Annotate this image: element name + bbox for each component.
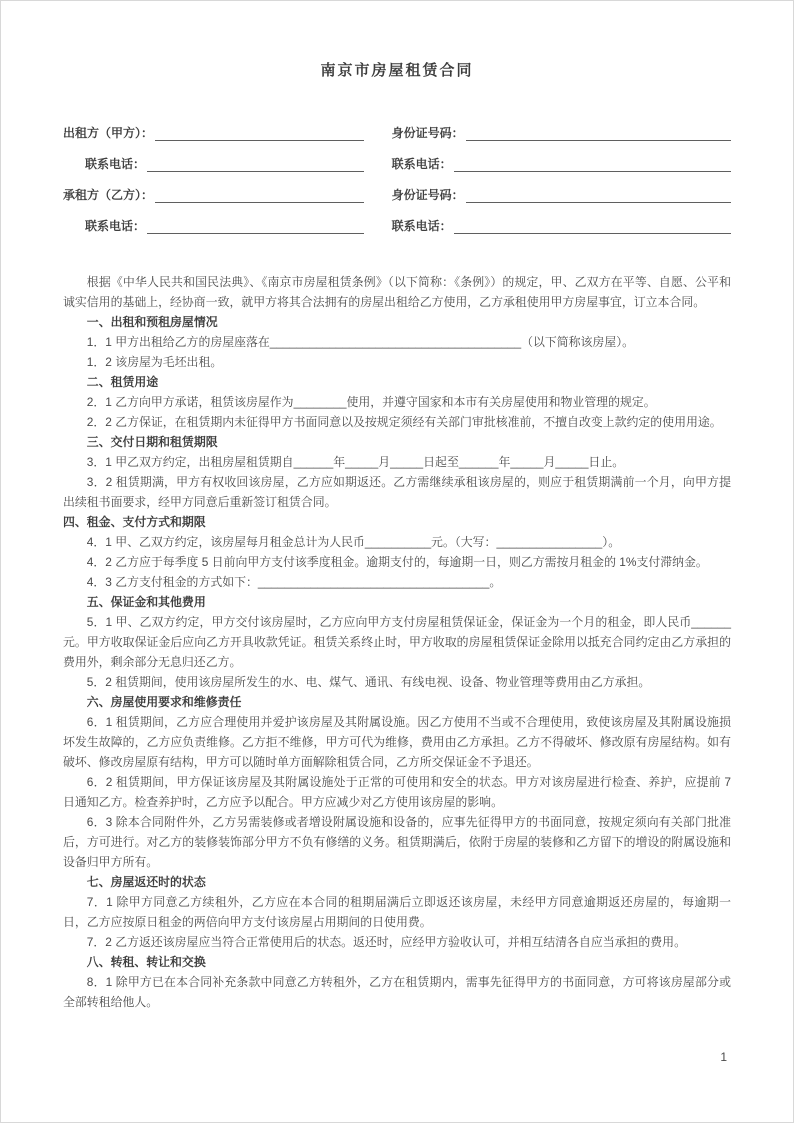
section-heading: 六、房屋使用要求和维修责任: [86, 695, 242, 709]
form-label: 联系电话：: [391, 157, 452, 171]
fill-in-line: [466, 188, 731, 203]
clause-paragraph: 6．1 租赁期间，乙方应合理使用并爱护该房屋及其附属设施。因乙方使用不当或不合理使用，致使该房屋及其附属设施损坏发生故障的，乙方应负责维修。乙方拒不维修，甲方可代为维修，费用由乙方承担。乙方不得破坏、修改原有房屋结构。如有破坏、修改房屋原有结构，甲方可以随时单方面解除租赁合同，乙方所交保证金不予退还。: [63, 715, 731, 769]
clause-paragraph: 5．2 租赁期间，使用该房屋所发生的水、电、煤气、通讯、有线电视、设备、物业管理等费用由乙方承担。: [86, 675, 651, 689]
page-number: 1: [720, 1050, 727, 1064]
clause-paragraph: 1．2 该房屋为毛坯出租。: [86, 355, 223, 369]
form-label: 承租方（乙方）：: [63, 188, 154, 202]
section-heading: 七、房屋返还时的状态: [86, 875, 206, 889]
clause-paragraph: 3．2 租赁期满，甲方有权收回该房屋，乙方应如期返还。乙方需继续承租该房屋的，则应于租赁期满前一个月，向甲方提出续租书面要求，经甲方同意后重新签订租赁合同。: [63, 475, 731, 509]
clause-paragraph: 6．2 租赁期间，甲方保证该房屋及其附属设施处于正常的可使用和安全的状态。甲方对该房屋进行检查、养护，应提前 7 日通知乙方。检查养护时，乙方应予以配合。甲方应减少对乙方使用该房屋的影响。: [63, 775, 731, 809]
form-label: 联系电话：: [85, 157, 146, 171]
form-row: [63, 215, 731, 234]
form-label: 联系电话：: [85, 219, 146, 233]
document-title: 南京市房屋租赁合同: [320, 62, 474, 79]
form-field-left: [63, 153, 364, 172]
clause-paragraph: 7．2 乙方返还该房屋应当符合正常使用后的状态。返还时，应经甲方验收认可，并相互结清各自应当承担的费用。: [86, 935, 686, 949]
fill-in-line: [155, 126, 364, 141]
parties-form: [63, 122, 731, 234]
form-field-right: [392, 215, 731, 234]
fill-in-line: [155, 188, 364, 203]
clause-paragraph: 根据《中华人民共和国民法典》、《南京市房屋租赁条例》（以下简称：《条例》）的规定，甲、乙双方在平等、自愿、公平和诚实信用的基础上，经协商一致，就甲方将其合法拥有的房屋出租给乙方使用，乙方承租使用甲方房屋事宜，订立本合同。: [63, 275, 731, 309]
clause-paragraph: 3．1 甲乙双方约定，出租房屋租赁期自______年_____月_____日起至______年_____月_____日止。: [86, 455, 625, 469]
clause-paragraph: 4．1 甲、乙双方约定，该房屋每月租金总计为人民币__________元。（大写：________________）。: [86, 535, 621, 549]
form-field-right: [392, 153, 731, 172]
clause-paragraph: 4．3 乙方支付租金的方式如下：___________________________________。: [86, 575, 502, 589]
clause-paragraph: 8．1 除甲方已在本合同补充条款中同意乙方转租外，乙方在租赁期内，需事先征得甲方的书面同意，方可将该房屋部分或全部转租给他人。: [63, 975, 731, 1009]
contract-body: [63, 272, 731, 1012]
clause-paragraph: 2．2 乙方保证，在租赁期内未征得甲方书面同意以及按规定须经有关部门审批核准前，不擅自改变上款约定的使用用途。: [86, 415, 722, 429]
form-row: [63, 122, 731, 141]
fill-in-line: [147, 219, 364, 234]
fill-in-line: [454, 157, 731, 172]
fill-in-line: [466, 126, 731, 141]
form-field-left: [63, 122, 364, 141]
form-field-right: [392, 184, 731, 203]
fill-in-line: [454, 219, 731, 234]
form-label: 出租方（甲方）：: [63, 126, 154, 140]
clause-paragraph: 1．1 甲方出租给乙方的房屋座落在______________________________________（以下简称该房屋）。: [86, 335, 635, 349]
section-heading: 八、转租、转让和交换: [86, 955, 206, 969]
form-label: 身份证号码：: [391, 188, 464, 202]
fill-in-line: [147, 157, 364, 172]
form-row: [63, 153, 731, 172]
clause-paragraph: 6．3 除本合同附件外，乙方另需装修或者增设附属设施和设备的，应事先征得甲方的书面同意，按规定须向有关部门批准后，方可进行。对乙方的装修装饰部分甲方不负有修缮的义务。租赁期满后，依附于房屋的装修和乙方留下的增设的附属设施和设备归甲方所有。: [63, 815, 731, 869]
section-heading: 三、交付日期和租赁期限: [86, 435, 218, 449]
clause-paragraph: 2．1 乙方向甲方承诺，租赁该房屋作为________使用，并遵守国家和本市有关房屋使用和物业管理的规定。: [86, 395, 656, 409]
section-heading: 一、出租和预租房屋情况: [86, 315, 218, 329]
clause-paragraph: 4．2 乙方应于每季度 5 日前向甲方支付该季度租金。逾期支付的，每逾期一日，则乙方需按月租金的 1%支付滞纳金。: [86, 555, 708, 569]
section-heading: 二、租赁用途: [86, 375, 159, 389]
section-heading: 四、租金、支付方式和期限: [63, 515, 206, 529]
form-label: 联系电话：: [391, 219, 452, 233]
form-field-left: [63, 215, 364, 234]
clause-paragraph: 7．1 除甲方同意乙方续租外，乙方应在本合同的租期届满后立即返还该房屋，未经甲方同意逾期返还房屋的，每逾期一日，乙方应按原日租金的两倍向甲方支付该房屋占用期间的日使用费。: [63, 895, 731, 929]
clause-paragraph: 5．1 甲、乙双方约定，甲方交付该房屋时，乙方应向甲方支付房屋租赁保证金，保证金为一个月的租金，即人民币______元。甲方收取保证金后应向乙方开具收款凭证。租赁关系终止时，甲方收取的房屋租赁保证金除用以抵充合同约定由乙方承担的费用外，剩余部分无息归还乙方。: [63, 615, 731, 669]
form-field-left: [63, 184, 364, 203]
form-field-right: [392, 122, 731, 141]
section-heading: 五、保证金和其他费用: [86, 595, 206, 609]
form-label: 身份证号码：: [391, 126, 464, 140]
form-row: [63, 184, 731, 203]
